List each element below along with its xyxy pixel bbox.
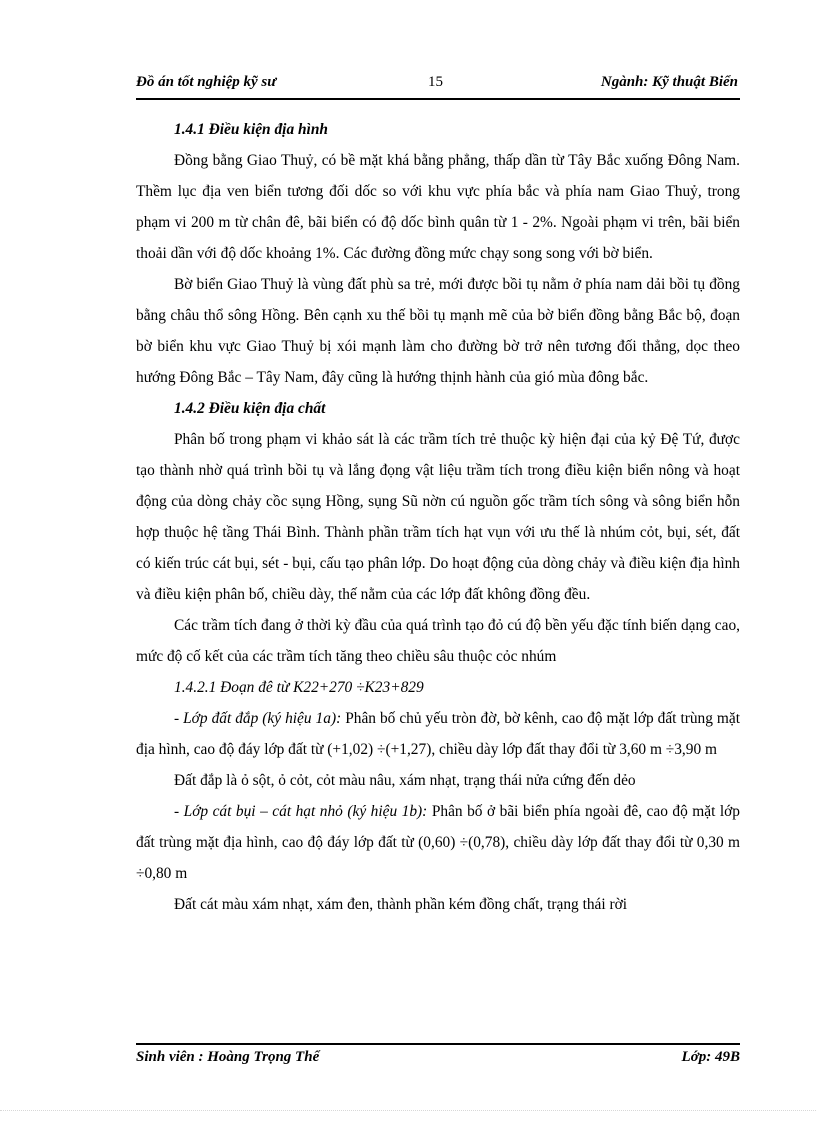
page-number: 15 xyxy=(428,74,443,90)
section-heading-1-4-1: 1.4.1 Điều kiện địa hình xyxy=(174,121,328,138)
paragraph: Đồng bằng Giao Thuỷ, có bề mặt khá bằng phẳng, thấp dần từ Tây Bắc xuống Đông Nam. Thềm lục địa ven biển tương đối dốc so với khu vực phía bắc và phía nam Giao Thuỷ, trong phạm vi 200 m từ chân đê, bãi biển có độ dốc bình quân từ 1 - 2%. Ngoài phạm vi trên, bãi biển thoải dần với độ dốc khoảng 1%. Các đường đồng mức chạy song song với bờ biển. xyxy=(136,152,740,262)
header-major: Ngành: Kỹ thuật Biển xyxy=(600,74,738,90)
footer-divider xyxy=(136,1043,740,1045)
layer-1b-description: Đất cát màu xám nhạt, xám đen, thành phần kém đồng chất, trạng thái rời xyxy=(174,896,628,913)
section-heading-1-4-2: 1.4.2 Điều kiện địa chất xyxy=(174,400,326,417)
layer-1a-paragraph xyxy=(136,703,740,765)
layer-1b-paragraph xyxy=(136,796,740,889)
footer-class: Lớp: 49B xyxy=(681,1049,740,1065)
paragraph: Phân bố trong phạm vi khảo sát là các trầm tích trẻ thuộc kỳ hiện đại của kỷ Đệ Tứ, được tạo thành nhờ quá trình bồi tụ và lắng đọng vật liệu trầm tích trong điều kiện biển nông và hoạt động của dòng chảy cồc sụng Hồng, sụng Sũ nờn cú nguồn gốc trầm tích sông và sông biển hỗn hợp thuộc hệ tầng Thái Bình. Thành phần trầm tích hạt vụn với ưu thế là nhúm cỏt, bụi, sét, đất có kiến trúc cát bụi, sét - bụi, cấu tạo phân lớp. Do hoạt động của dòng chảy và điều kiện địa hình và điều kiện phân bố, chiều dày, thế nằm của các lớp đất không đồng đều. xyxy=(136,431,740,603)
paragraph: Bờ biển Giao Thuỷ là vùng đất phù sa trẻ, mới được bồi tụ nằm ở phía nam dải bồi tụ đồng bằng châu thổ sông Hồng. Bên cạnh xu thế bồi tụ mạnh mẽ của bờ biển đồng bằng Bắc bộ, đoạn bờ biển khu vực Giao Thuỷ bị xói mạnh làm cho đường bờ trở nên tương đối thẳng, dọc theo hướng Đông Bắc – Tây Nam, đây cũng là hướng thịnh hành của gió mùa đông bắc. xyxy=(136,276,740,386)
header-divider xyxy=(136,98,740,100)
layer-1a-text: Phân bố chủ yếu tròn đờ, bờ kênh, cao độ mặt lớp đất trùng mặt địa hình, cao độ đáy lớp đất từ (+1,02) ÷(+1,27), chiều dày lớp đất thay đổi từ 3,60 m ÷3,90 m xyxy=(136,710,740,758)
subsection-heading-1-4-2-1: 1.4.2.1 Đoạn đê từ K22+270 ÷K23+829 xyxy=(174,679,424,696)
header-thesis-title: Đồ án tốt nghiệp kỹ sư xyxy=(136,74,277,90)
paragraph: Các trầm tích đang ở thời kỳ đầu của quá trình tạo đỏ cú độ bền yếu đặc tính biến dạng cao, mức độ cố kết của các trầm tích tăng theo chiều sâu thuộc cỏc nhúm xyxy=(136,617,740,665)
layer-1b-label: - Lớp cát bụi – cát hạt nhỏ (ký hiệu 1b): xyxy=(174,803,428,820)
footer-student-name: Sinh viên : Hoàng Trọng Thể xyxy=(136,1049,320,1065)
page-body xyxy=(136,114,740,920)
layer-1b-text: Phân bố ở bãi biển phía ngoài đê, cao độ mặt lớp đất trùng mặt địa hình, cao độ đáy lớp đất từ (0,60) ÷(0,78), chiều dày lớp đất thay đổi từ 0,30 m ÷0,80 m xyxy=(136,803,740,882)
layer-1a-description: Đất đắp là ỏ sột, ỏ cỏt, cỏt màu nâu, xám nhạt, trạng thái nửa cứng đến dẻo xyxy=(174,772,636,789)
page-edge-divider xyxy=(0,1110,816,1111)
layer-1a-label: - Lớp đất đắp (ký hiệu 1a): xyxy=(174,710,342,727)
